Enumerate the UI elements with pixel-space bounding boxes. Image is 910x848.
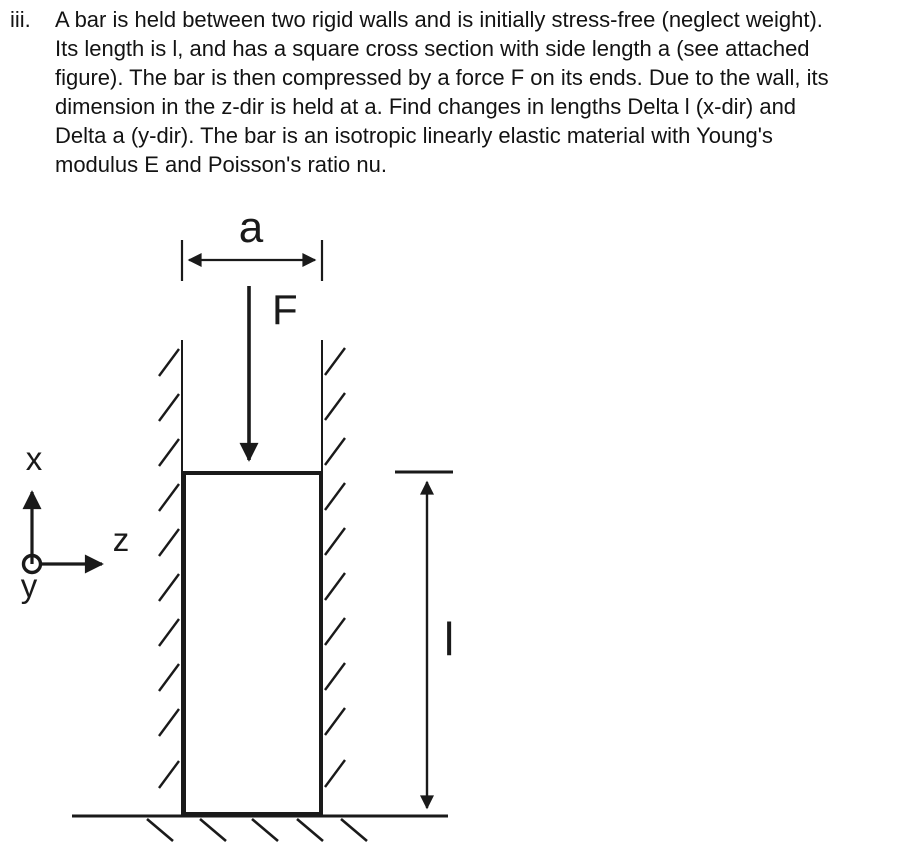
bar	[184, 473, 321, 814]
dimension-length-l	[395, 472, 454, 808]
problem-text-line: dimension in the z-dir is held at a. Find changes in lengths Delta l (x-dir) and	[55, 94, 797, 119]
problem-text-line: Its length is l, and has a square cross section with side length a (see attached	[55, 36, 810, 61]
coordinate-axes	[21, 440, 130, 604]
wall-hatching	[159, 349, 179, 788]
force-arrow	[249, 286, 298, 460]
wall-left	[159, 340, 182, 815]
length-label: l	[444, 613, 455, 665]
problem-text-line: Delta a (y-dir). The bar is an isotropic linearly elastic material with Young's	[55, 123, 773, 148]
wall-hatching	[325, 348, 345, 787]
ground-hatching	[147, 819, 367, 841]
wall-right	[322, 340, 345, 815]
axis-y-label: y	[20, 567, 38, 604]
ground	[72, 816, 448, 841]
width-label: a	[238, 203, 264, 252]
list-marker: iii.	[10, 7, 31, 32]
axis-z-label: z	[112, 521, 130, 558]
problem-text-line: modulus E and Poisson's ratio nu.	[55, 152, 387, 177]
problem-text-line: A bar is held between two rigid walls and is initially stress-free (neglect weight).	[55, 7, 823, 32]
axis-x-label: x	[25, 440, 43, 477]
problem-text-line: figure). The bar is then compressed by a force F on its ends. Due to the wall, its	[55, 65, 829, 90]
force-label: F	[272, 286, 298, 333]
dimension-width-a	[182, 203, 322, 281]
